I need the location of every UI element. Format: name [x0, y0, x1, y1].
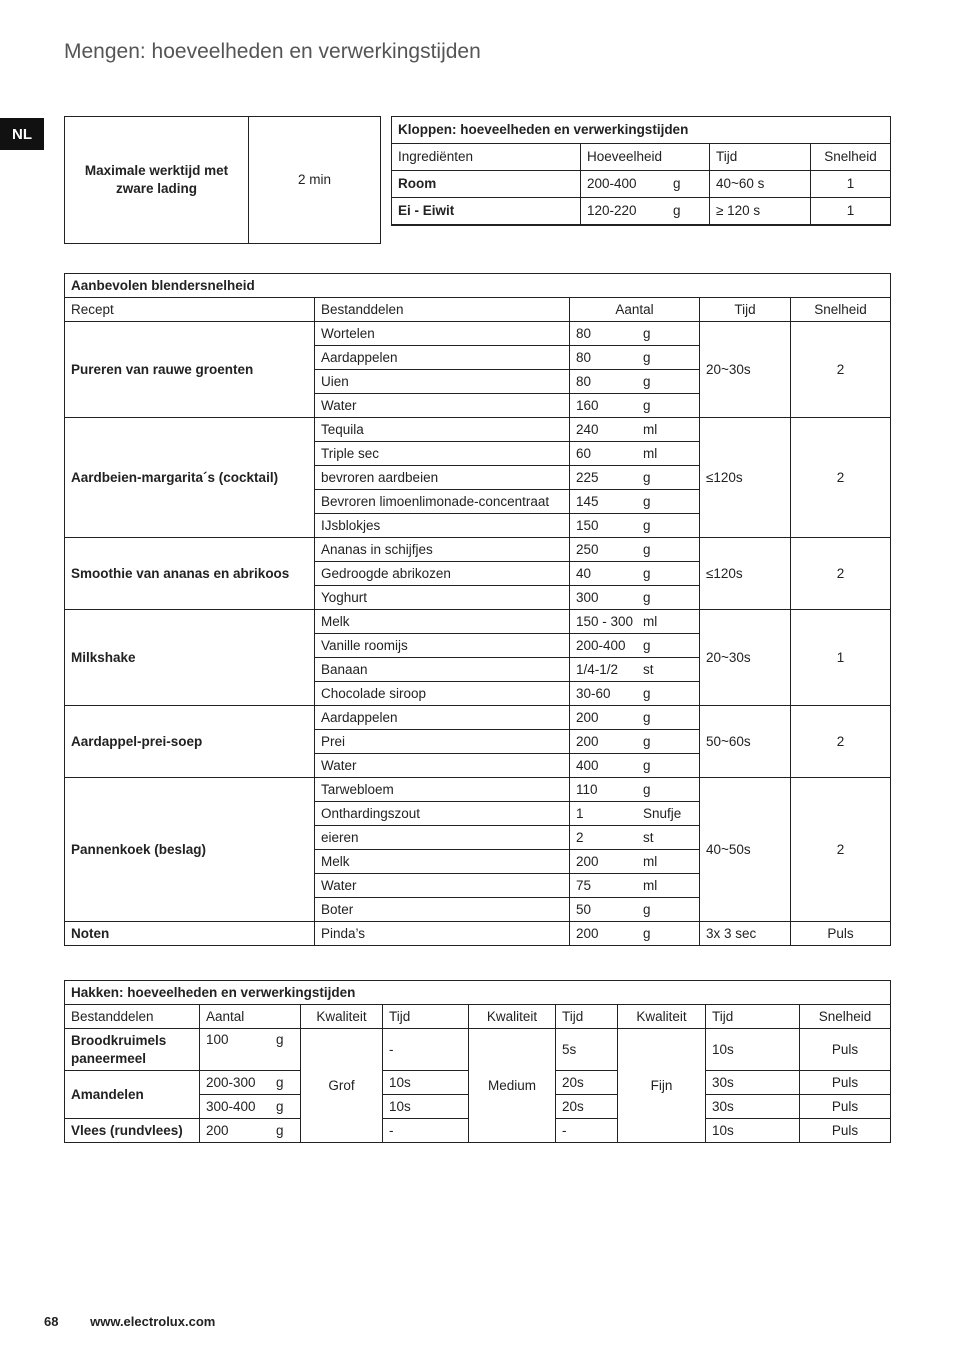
hakken-table [64, 980, 891, 1143]
ingredient: Melk [315, 610, 570, 634]
blender-header: Snelheid [791, 298, 891, 322]
page-title: Mengen: hoeveelheden en verwerkingstijden [64, 40, 481, 63]
table-row [65, 418, 891, 442]
ingredient-amount: 30-60 g [570, 682, 700, 706]
hakken-time: 10s [706, 1029, 800, 1071]
page-footer [44, 1314, 243, 1329]
recipe-time: ≤120s [700, 538, 791, 610]
hakken-speed: Puls [800, 1119, 891, 1143]
hakken-amount: 100 g [200, 1029, 301, 1071]
ingredient-amount: 1 Snufje [570, 802, 700, 826]
kloppen-header: Ingrediënten [392, 144, 581, 171]
blender-header: Tijd [700, 298, 791, 322]
kloppen-time: ≥ 120 s [710, 198, 811, 226]
ingredient: Aardappelen [315, 706, 570, 730]
hakken-quality-medium: Medium [469, 1029, 556, 1143]
ingredient-amount: 75 ml [570, 874, 700, 898]
recipe-name: Aardappel-prei-soep [65, 706, 315, 778]
table-row [65, 322, 891, 346]
kloppen-ingredient: Ei - Eiwit [392, 198, 581, 226]
hakken-header: Bestanddelen [65, 1005, 200, 1029]
page-number: 68 [44, 1314, 59, 1329]
ingredient-amount: 150 g [570, 514, 700, 538]
hakken-time: 30s [706, 1095, 800, 1119]
ingredient: Gedroogde abrikozen [315, 562, 570, 586]
hakken-time: - [383, 1029, 469, 1071]
hakken-speed: Puls [800, 1029, 891, 1071]
max-time-label: Maximale werktijd met zware lading [65, 117, 249, 244]
ingredient: Water [315, 874, 570, 898]
max-time-table [64, 116, 381, 244]
ingredient: IJsblokjes [315, 514, 570, 538]
language-tab: NL [0, 118, 44, 150]
table-row [65, 922, 891, 946]
ingredient-amount: 110 g [570, 778, 700, 802]
hakken-amount: 300-400 g [200, 1095, 301, 1119]
ingredient: Banaan [315, 658, 570, 682]
recipe-speed: Puls [791, 922, 891, 946]
recipe-speed: 2 [791, 322, 891, 418]
ingredient: Chocolade siroop [315, 682, 570, 706]
blender-header: Bestanddelen [315, 298, 570, 322]
hakken-header: Kwaliteit [301, 1005, 383, 1029]
hakken-quality-fijn: Fijn [618, 1029, 706, 1143]
ingredient: Prei [315, 730, 570, 754]
ingredient: Water [315, 394, 570, 418]
hakken-amount: 200-300 g [200, 1071, 301, 1095]
hakken-header: Snelheid [800, 1005, 891, 1029]
kloppen-table [391, 116, 891, 226]
recipe-time: 20~30s [700, 610, 791, 706]
hakken-speed: Puls [800, 1095, 891, 1119]
hakken-time: - [383, 1119, 469, 1143]
ingredient-amount: 200-400 g [570, 634, 700, 658]
hakken-time: 20s [556, 1095, 618, 1119]
ingredient: Aardappelen [315, 346, 570, 370]
ingredient-amount: 250 g [570, 538, 700, 562]
ingredient-amount: 145 g [570, 490, 700, 514]
table-row [392, 198, 891, 226]
ingredient: Tequila [315, 418, 570, 442]
recipe-speed: 2 [791, 538, 891, 610]
table-row [65, 538, 891, 562]
ingredient-amount: 160 g [570, 394, 700, 418]
kloppen-title: Kloppen: hoeveelheden en verwerkingstijden [392, 117, 891, 144]
ingredient: Wortelen [315, 322, 570, 346]
recipe-time: 40~50s [700, 778, 791, 922]
hakken-ingredient: Amandelen [65, 1071, 200, 1119]
recipe-name: Aardbeien-margarita´s (cocktail) [65, 418, 315, 538]
ingredient-amount: 300 g [570, 586, 700, 610]
table-row [65, 1029, 891, 1071]
hakken-speed: Puls [800, 1071, 891, 1095]
ingredient-amount: 80 g [570, 346, 700, 370]
kloppen-header: Snelheid [811, 144, 891, 171]
ingredient-amount: 200 g [570, 706, 700, 730]
ingredient: Triple sec [315, 442, 570, 466]
ingredient-amount: 80 g [570, 322, 700, 346]
kloppen-amount: 200-400 g [581, 171, 710, 198]
blender-table [64, 273, 891, 946]
recipe-speed: 1 [791, 610, 891, 706]
ingredient-amount: 200 g [570, 922, 700, 946]
recipe-time: 3x 3 sec [700, 922, 791, 946]
blender-header: Recept [65, 298, 315, 322]
recipe-name: Pannenkoek (beslag) [65, 778, 315, 922]
hakken-time: 10s [383, 1071, 469, 1095]
ingredient-amount: 80 g [570, 370, 700, 394]
ingredient-amount: 150 - 300 ml [570, 610, 700, 634]
recipe-name: Smoothie van ananas en abrikoos [65, 538, 315, 610]
ingredient-amount: 50 g [570, 898, 700, 922]
kloppen-speed: 1 [811, 171, 891, 198]
hakken-time: 10s [706, 1119, 800, 1143]
blender-title: Aanbevolen blendersnelheid [65, 274, 891, 298]
hakken-time: 10s [383, 1095, 469, 1119]
ingredient: Uien [315, 370, 570, 394]
ingredient: Bevroren limoenlimonade-concentraat [315, 490, 570, 514]
ingredient: Water [315, 754, 570, 778]
hakken-ingredient: Vlees (rundvlees) [65, 1119, 200, 1143]
table-row [65, 778, 891, 802]
table-row [392, 171, 891, 198]
hakken-header: Aantal [200, 1005, 301, 1029]
recipe-time: 50~60s [700, 706, 791, 778]
kloppen-header: Tijd [710, 144, 811, 171]
hakken-ingredient: Broodkruimels paneermeel [65, 1029, 200, 1071]
ingredient: Vanille roomijs [315, 634, 570, 658]
recipe-name: Noten [65, 922, 315, 946]
ingredient-amount: 40 g [570, 562, 700, 586]
blender-header: Aantal [570, 298, 700, 322]
hakken-time: 30s [706, 1071, 800, 1095]
hakken-header: Kwaliteit [469, 1005, 556, 1029]
ingredient: Yoghurt [315, 586, 570, 610]
ingredient: Ananas in schijfjes [315, 538, 570, 562]
ingredient: bevroren aardbeien [315, 466, 570, 490]
hakken-time: - [556, 1119, 618, 1143]
recipe-speed: 2 [791, 418, 891, 538]
kloppen-ingredient: Room [392, 171, 581, 198]
recipe-time: 20~30s [700, 322, 791, 418]
hakken-amount: 200 g [200, 1119, 301, 1143]
hakken-time: 20s [556, 1071, 618, 1095]
website-link[interactable]: www.electrolux.com [90, 1314, 216, 1329]
recipe-name: Pureren van rauwe groenten [65, 322, 315, 418]
recipe-speed: 2 [791, 706, 891, 778]
ingredient-amount: 200 ml [570, 850, 700, 874]
kloppen-header: Hoeveelheid [581, 144, 710, 171]
hakken-header: Tijd [556, 1005, 618, 1029]
hakken-time: 5s [556, 1029, 618, 1071]
recipe-name: Milkshake [65, 610, 315, 706]
ingredient-amount: 2 st [570, 826, 700, 850]
ingredient-amount: 225 g [570, 466, 700, 490]
ingredient-amount: 1/4-1/2 st [570, 658, 700, 682]
ingredient-amount: 400 g [570, 754, 700, 778]
ingredient: Melk [315, 850, 570, 874]
ingredient: eieren [315, 826, 570, 850]
recipe-time: ≤120s [700, 418, 791, 538]
hakken-header: Kwaliteit [618, 1005, 706, 1029]
hakken-header: Tijd [383, 1005, 469, 1029]
table-row [65, 610, 891, 634]
hakken-header: Tijd [706, 1005, 800, 1029]
kloppen-time: 40~60 s [710, 171, 811, 198]
hakken-quality-grof: Grof [301, 1029, 383, 1143]
max-time-value: 2 min [249, 117, 381, 244]
ingredient: Tarwebloem [315, 778, 570, 802]
table-row [65, 706, 891, 730]
ingredient: Boter [315, 898, 570, 922]
ingredient-amount: 240 ml [570, 418, 700, 442]
kloppen-speed: 1 [811, 198, 891, 226]
recipe-speed: 2 [791, 778, 891, 922]
kloppen-amount: 120-220 g [581, 198, 710, 226]
hakken-title: Hakken: hoeveelheden en verwerkingstijden [65, 981, 891, 1005]
ingredient-amount: 200 g [570, 730, 700, 754]
ingredient-amount: 60 ml [570, 442, 700, 466]
ingredient: Onthardingszout [315, 802, 570, 826]
ingredient: Pinda’s [315, 922, 570, 946]
